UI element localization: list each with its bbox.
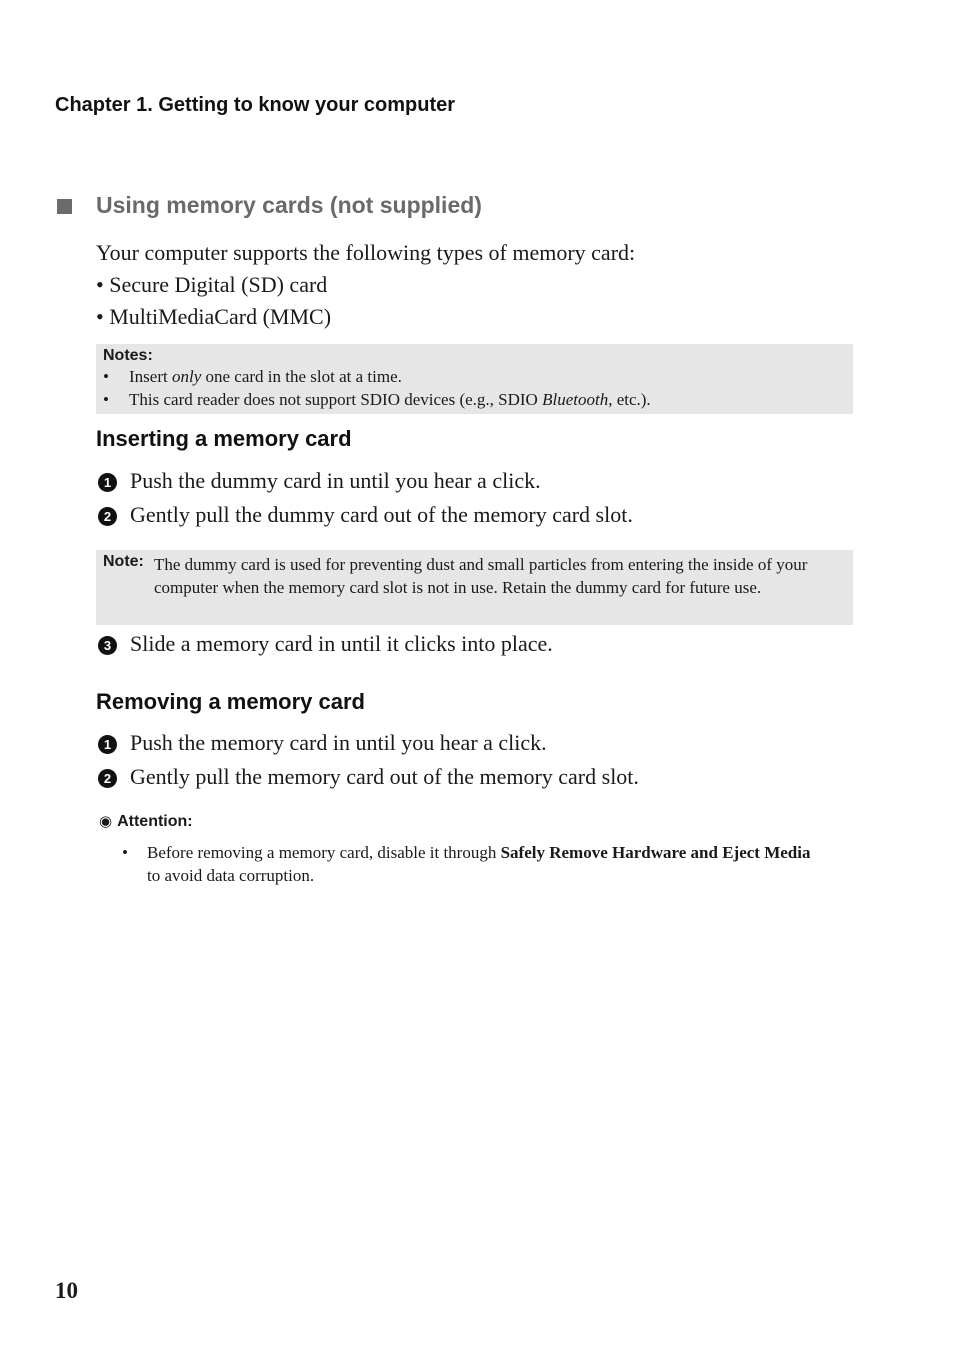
intro-block <box>96 237 635 333</box>
note-label: Note: <box>103 553 144 570</box>
notes-box <box>96 344 853 414</box>
card-type-mmc: • MultiMediaCard (MMC) <box>96 304 332 329</box>
note-text: one card in the slot at a time. <box>201 367 402 386</box>
attention-text: to avoid data corruption. <box>147 866 315 885</box>
step-number-icon: 2 <box>98 769 117 788</box>
remove-step-2 <box>98 764 639 790</box>
attention-heading <box>99 812 193 831</box>
attention-label: Attention: <box>117 813 193 830</box>
bullet: • <box>103 390 109 409</box>
page-number: 10 <box>55 1278 78 1303</box>
card-type-sd: • Secure Digital (SD) card <box>96 272 328 297</box>
attention-text: Before removing a memory card, disable it through <box>147 843 501 862</box>
step-number-icon: 3 <box>98 636 117 655</box>
step-text: Slide a memory card in until it clicks into place. <box>130 631 553 656</box>
step-text: Gently pull the memory card out of the memory card slot. <box>130 764 639 789</box>
attention-menu-name: Safely Remove Hardware and Eject Media <box>500 843 811 862</box>
insert-step-2 <box>98 502 633 528</box>
attention-icon: ◉ <box>99 813 113 830</box>
intro-text: Your computer supports the following types of memory card: <box>96 240 636 265</box>
section-title: Using memory cards (not supplied) <box>96 192 482 218</box>
step-text: Push the memory card in until you hear a click. <box>130 730 547 755</box>
note-text: Insert <box>129 367 172 386</box>
bullet: • <box>103 367 109 386</box>
remove-step-1 <box>98 730 547 756</box>
note-item <box>103 365 853 388</box>
step-text: Push the dummy card in until you hear a click. <box>130 468 541 493</box>
bullet: • <box>122 843 128 862</box>
insert-step-3 <box>98 631 553 657</box>
chapter-header: Chapter 1. Getting to know your computer <box>55 94 456 116</box>
note-emphasis: Bluetooth <box>542 390 609 409</box>
step-text: Gently pull the dummy card out of the memory card slot. <box>130 502 633 527</box>
attention-item <box>122 841 822 887</box>
step-number-icon: 1 <box>98 735 117 754</box>
note-text: This card reader does not support SDIO devices (e.g., SDIO <box>129 390 543 409</box>
step-number-icon: 2 <box>98 507 117 526</box>
note-text: The dummy card is used for preventing dust and small particles from entering the inside of your computer when the memory card slot is not in use. Retain the dummy card for future use. <box>154 555 808 597</box>
removing-heading: Removing a memory card <box>96 689 365 714</box>
insert-step-1 <box>98 468 541 494</box>
notes-label: Notes: <box>103 347 153 364</box>
note-item <box>103 388 853 411</box>
note-text: , etc.). <box>608 390 651 409</box>
note-emphasis: only <box>171 367 202 386</box>
square-bullet-icon <box>57 199 72 214</box>
inserting-heading: Inserting a memory card <box>96 426 352 451</box>
step-number-icon: 1 <box>98 473 117 492</box>
dummy-card-note <box>96 550 853 625</box>
